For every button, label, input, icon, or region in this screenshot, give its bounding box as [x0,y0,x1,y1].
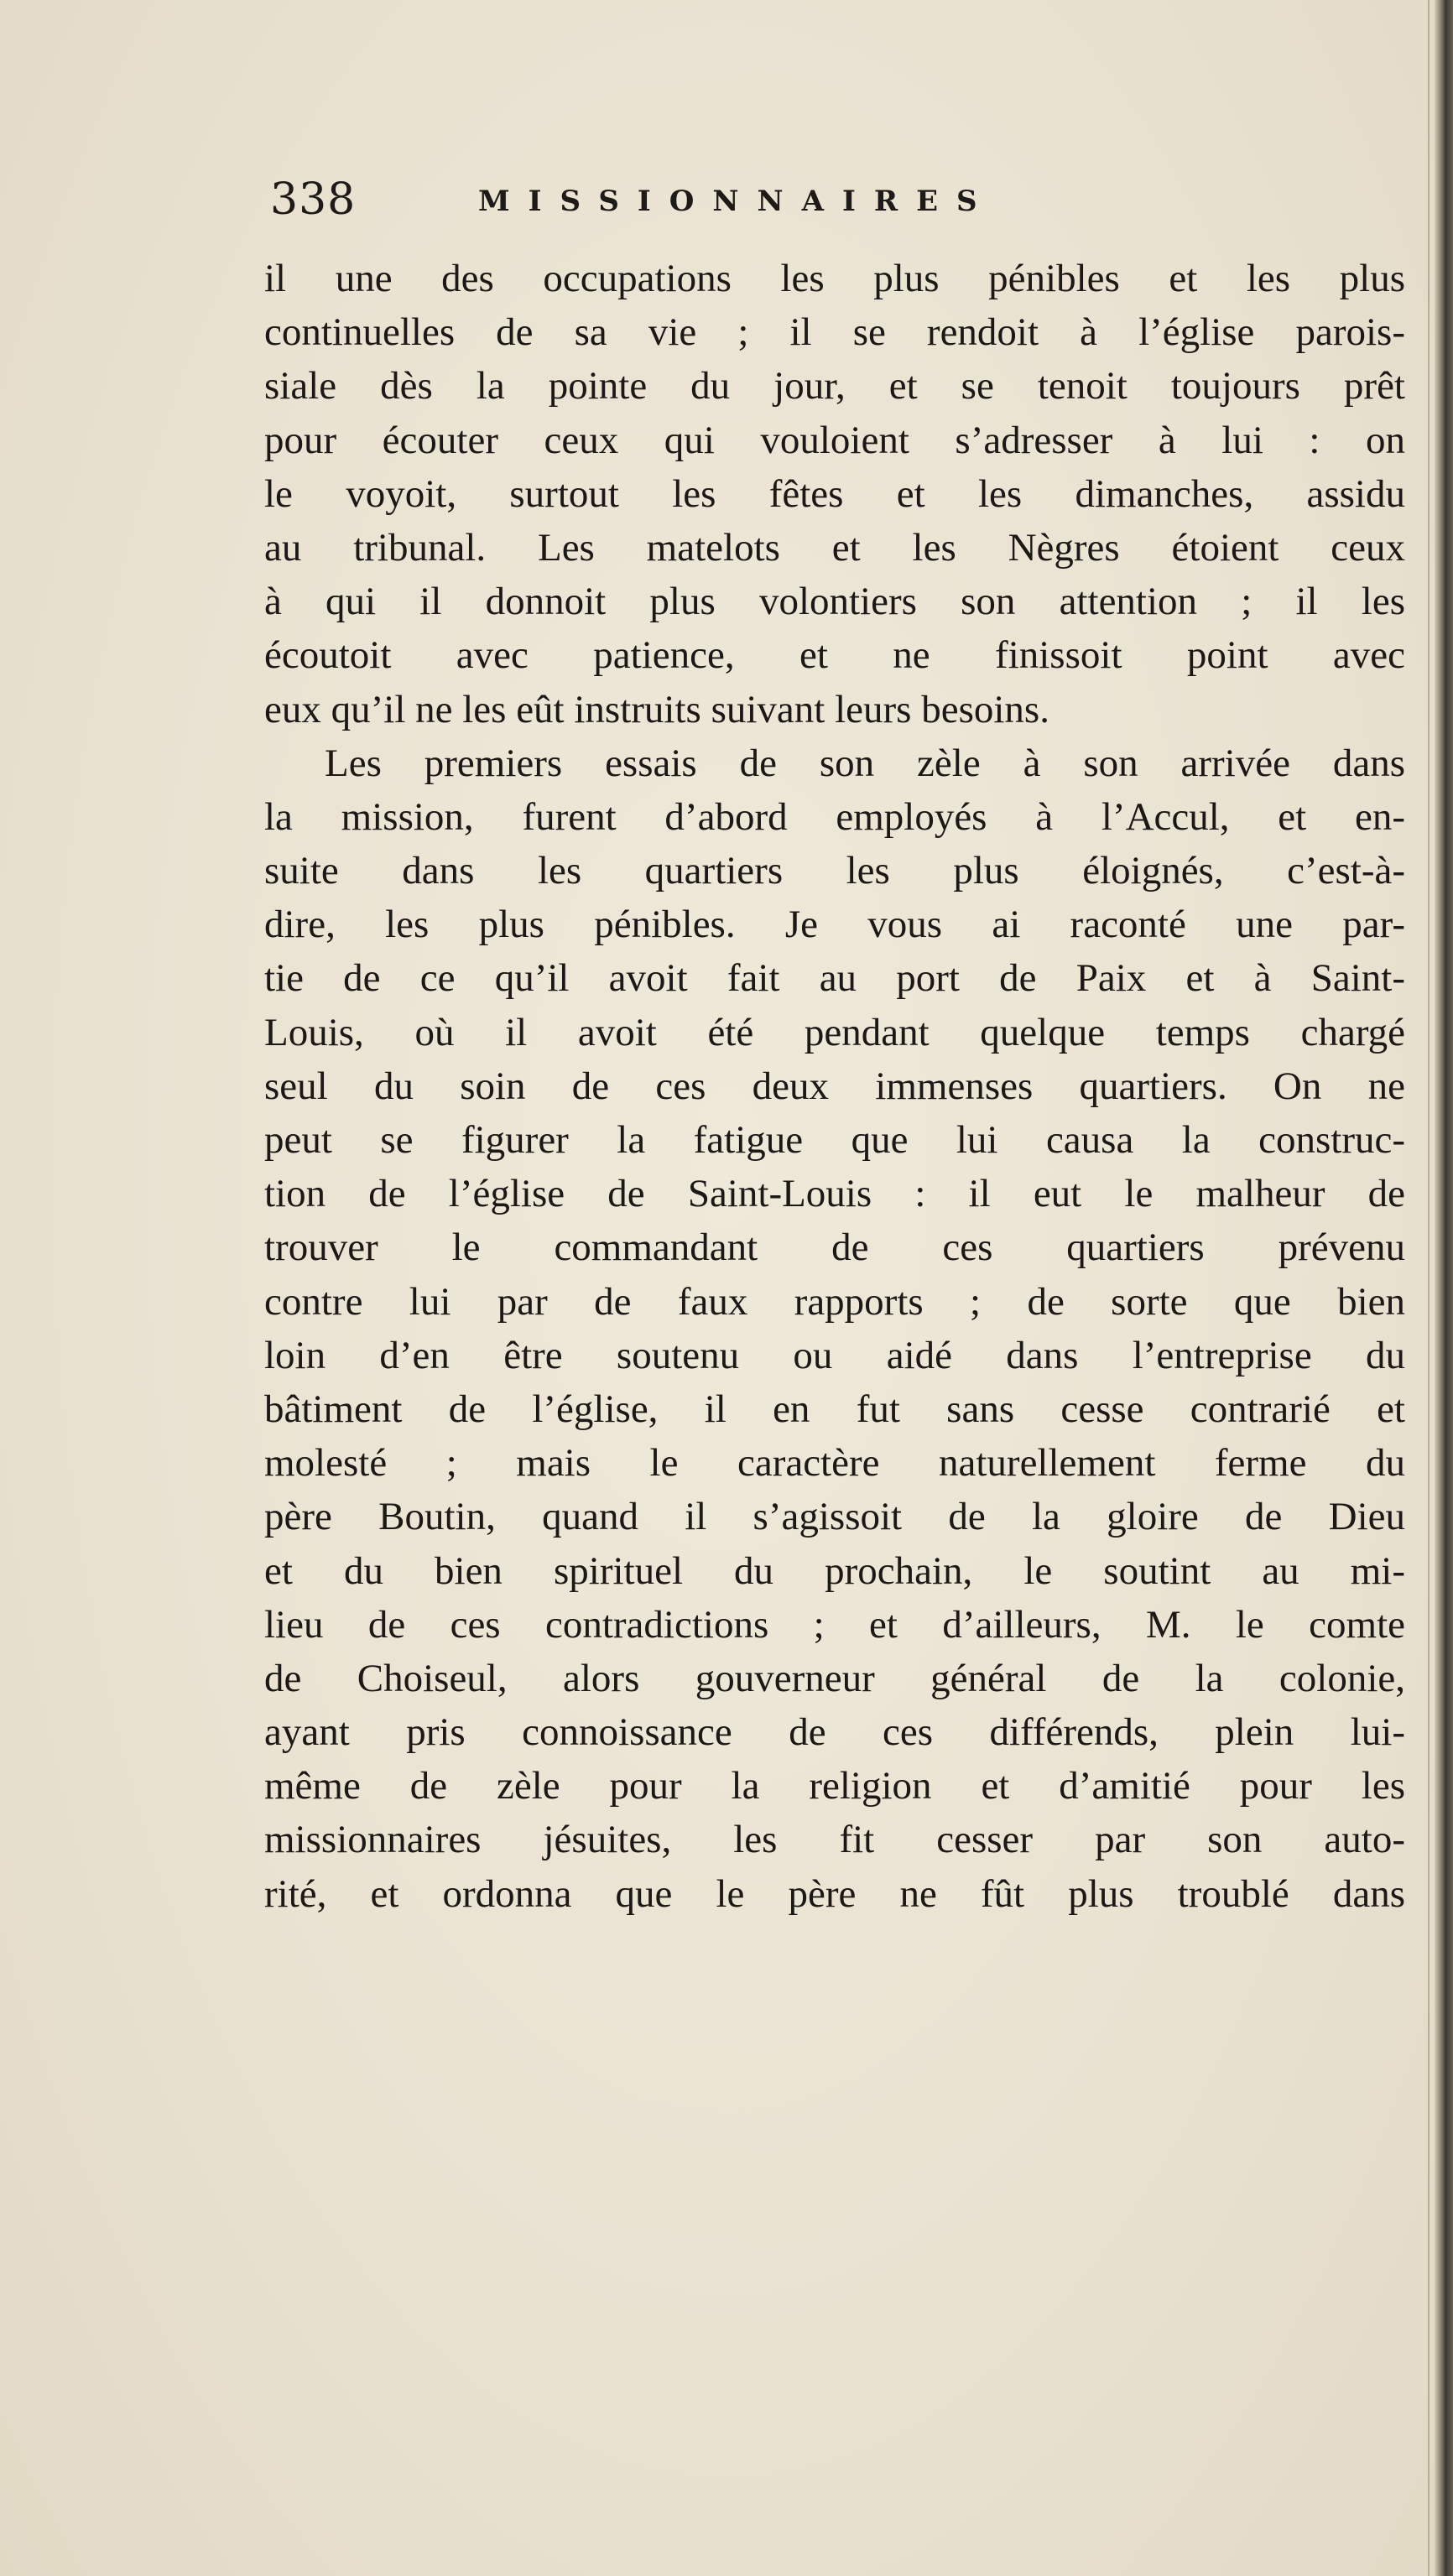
text-line: seul du soin de ces deux immenses quartiers. On ne [264,1064,1405,1108]
text-line: dire, les plus pénibles. Je vous ai raconté une par- [264,903,1405,947]
text-line: siale dès la pointe du jour, et se tenoit toujours prêt [264,364,1405,409]
book-binding-edge [1435,0,1453,2576]
text-line: molesté ; mais le caractère naturellement ferme du [264,1441,1405,1486]
page-edge-line [1428,0,1430,2576]
body-text [264,252,1405,1921]
text-line: même de zèle pour la religion et d’amitié pour les [264,1764,1405,1808]
text-line: tie de ce qu’il avoit fait au port de Paix et à Saint- [264,956,1405,1001]
text-line: pour écouter ceux qui vouloient s’adresser à lui : on [264,418,1405,462]
text-line: continuelles de sa vie ; il se rendoit à l’église parois- [264,310,1405,355]
text-line: tion de l’église de Saint-Louis : il eut le malheur de [264,1172,1405,1216]
text-line: de Choiseul, alors gouverneur général de la colonie, [264,1656,1405,1700]
text-line: rité, et ordonna que le père ne fût plus troublé dans [264,1871,1405,1916]
text-line: au tribunal. Les matelots et les Nègres étoient ceux [264,525,1405,570]
text-line: contre lui par de faux rapports ; de sorte que bien [264,1279,1405,1324]
text-line: la mission, furent d’abord employés à l’Accul, et en- [264,794,1405,839]
text-line: ayant pris connoissance de ces différends, plein lui- [264,1710,1405,1755]
text-line: missionnaires jésuites, les fit cesser par son auto- [264,1818,1405,1862]
page-number: 338 [270,174,357,225]
text-line: lieu de ces contradictions ; et d’ailleurs, M. le comte [264,1602,1405,1647]
page-header [270,173,1193,232]
text-line: Louis, où il avoit été pendant quelque temps chargé [264,1010,1405,1054]
text-line: eux qu’il ne les eût instruits suivant leurs besoins. [264,687,1049,731]
text-line: peut se figurer la fatigue que lui causa la construc- [264,1118,1405,1162]
text-line: Les premiers essais de son zèle à son arrivée dans [325,741,1405,785]
text-line: loin d’en être soutenu ou aidé dans l’entreprise du [264,1333,1405,1377]
text-line: il une des occupations les plus pénibles et les plus [264,257,1405,300]
text-line: le voyoit, surtout les fêtes et les dimanches, assidu [264,471,1405,516]
text-line: à qui il donnoit plus volontiers son attention ; il les [264,580,1405,624]
running-head: MISSIONNAIRES [478,185,996,218]
text-line: trouver le commandant de ces quartiers prévenu [264,1226,1405,1270]
text-line: et du bien spirituel du prochain, le soutint au mi- [264,1548,1405,1593]
text-line: suite dans les quartiers les plus éloignés, c’est-à- [264,849,1405,893]
text-line: écoutoit avec patience, et ne finissoit point avec [264,633,1405,678]
text-line: père Boutin, quand il s’agissoit de la gloire de Dieu [264,1495,1405,1539]
text-line: bâtiment de l’église, il en fut sans cesse contrarié et [264,1387,1405,1431]
